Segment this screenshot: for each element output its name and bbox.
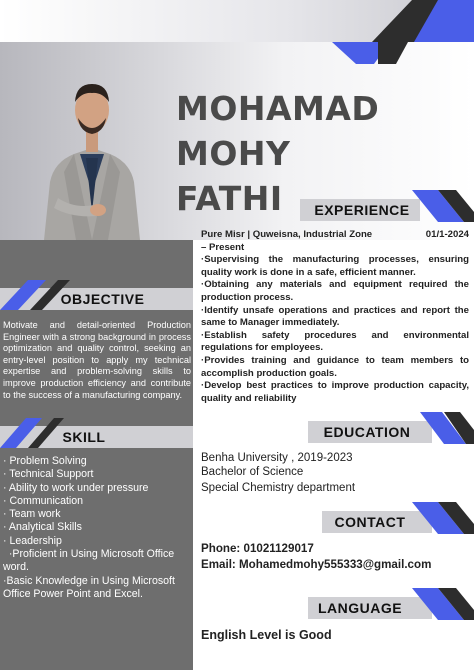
objective-heading: OBJECTIVE <box>60 291 145 307</box>
skill-item: · Team work <box>3 508 61 521</box>
education-heading: EDUCATION <box>323 424 411 440</box>
name-line-2: FATHI <box>176 179 283 218</box>
experience-item: ·Establish safety procedures and environmental regulations for employees. <box>201 329 469 354</box>
skill-heading: SKILL <box>62 429 106 445</box>
experience-details <box>201 229 469 405</box>
objective-text: Motivate and detail-oriented Production Engineer with a strong background in process optimization and quality control, seeking an entry-level position to apply my technical expertise and problem-solving skills to improve production efficiency and contribute to the success of a manufacturing company. <box>3 320 191 400</box>
experience-heading: EXPERIENCE <box>314 202 410 218</box>
skill-item: · Ability to work under pressure <box>3 481 149 494</box>
skill-list <box>3 455 191 601</box>
skill-item: ·Proficient in Using Microsoft Office word. <box>3 548 178 574</box>
contact-phone: Phone: 01021129017 <box>201 542 314 555</box>
experience-date: 01/1-2024 <box>425 229 469 240</box>
education-degree: Bachelor of Science <box>201 466 304 478</box>
contact-email: Email: Mohamedmohy555333@gmail.com <box>201 558 432 571</box>
language-text: English Level is Good <box>201 628 332 642</box>
skill-item: · Communication <box>3 494 84 507</box>
experience-company: Pure Misr | Quweisna, Industrial Zone <box>201 229 373 240</box>
experience-item: ·Supervising the manufacturing processes, ensuring quality work is done in a safe, efficient manner. <box>201 254 469 278</box>
experience-present: – Present <box>201 241 245 253</box>
experience-item: ·Develop best practices to improve production capacity, quality and reliability <box>201 380 469 404</box>
name-line-1: MOHAMAD MOHY <box>176 89 380 173</box>
skill-item: · Analytical Skills <box>3 521 82 534</box>
contact-heading: CONTACT <box>334 514 406 530</box>
skill-item: · Problem Solving <box>3 455 87 467</box>
profile-photo <box>36 62 148 240</box>
education-university: Benha University , 2019-2023 <box>201 452 353 464</box>
experience-item: ·Provides training and guidance to team members to accomplish production goals. <box>201 354 469 379</box>
skill-item: ·Basic Knowledge in Using Microsoft Office Power Point and Excel. <box>3 574 175 600</box>
experience-item: ·Obtaining any materials and equipment required the production process. <box>201 279 469 303</box>
language-heading: LANGUAGE <box>317 600 403 616</box>
experience-item: ·Identify unsafe operations and practices and report the same to Manager immediately. <box>201 304 469 329</box>
skill-item: · Leadership <box>3 534 62 547</box>
skill-item: · Technical Support <box>3 468 94 481</box>
education-department: Special Chemistry department <box>201 482 356 494</box>
